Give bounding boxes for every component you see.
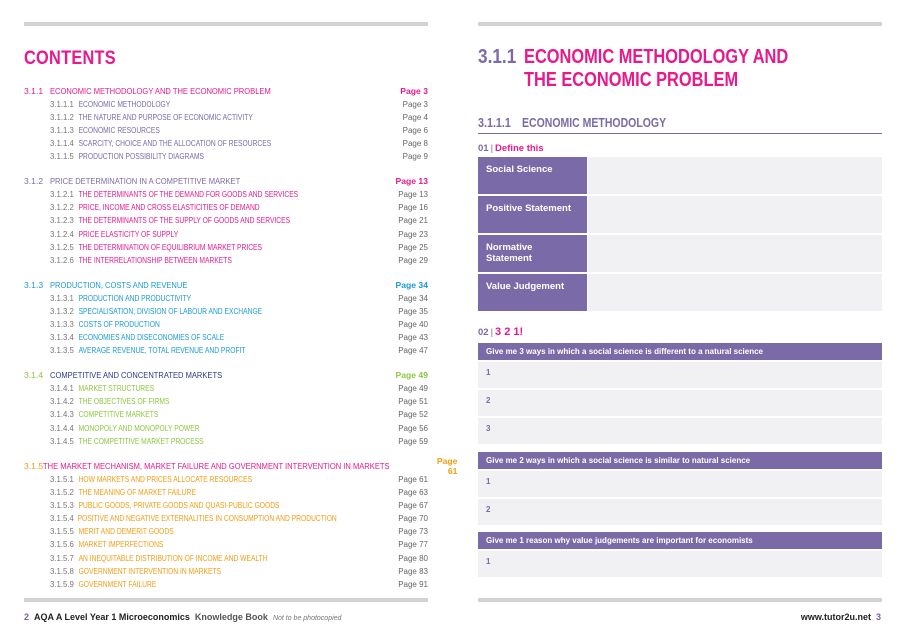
toc-section-page: Page 3 [400, 85, 428, 96]
toc-subsection-page: Page 25 [398, 242, 428, 252]
toc-subsection-row[interactable] [24, 382, 428, 395]
toc-subsection-number: 3.1.5.7 [50, 553, 74, 563]
toc-subsection-row[interactable] [24, 486, 428, 499]
toc-subsection-page: Page 34 [398, 293, 428, 303]
question-block-3 [478, 532, 882, 577]
toc-subsection-title: PRODUCTION POSSIBILITY DIAGRAMS [78, 152, 205, 162]
toc-subsection-page: Page 23 [398, 229, 428, 239]
toc-subsection-title: SPECIALISATION, DIVISION OF LABOUR AND EXCHANGE [78, 306, 263, 316]
toc-subsection-number: 3.1.2.2 [50, 203, 74, 213]
task1-label: 01 | Define this [478, 143, 544, 154]
define-row [478, 235, 882, 272]
toc-section-number: 3.1.5 [24, 460, 44, 471]
toc-subsection-title: COMPETITIVE MARKETS [78, 410, 159, 420]
toc-subsection-row[interactable] [24, 98, 428, 111]
answer-row[interactable]: 1 [478, 362, 882, 388]
answer-row[interactable]: 1 [478, 471, 882, 497]
footer-left [24, 612, 341, 622]
toc-subsection-title: THE DETERMINANTS OF THE DEMAND FOR GOODS AND SERVICES [78, 190, 299, 200]
toc-subsection-page: Page 49 [398, 384, 428, 394]
toc-subsection-number: 3.1.3.2 [50, 306, 74, 316]
toc-subsection-title: GOVERNMENT FAILURE [78, 580, 157, 590]
question-block-1 [478, 343, 882, 444]
toc-subsection-title: ECONOMIC RESOURCES [78, 125, 160, 135]
page-number-left: 2 [24, 612, 30, 622]
toc-subsection-number: 3.1.5.3 [50, 500, 74, 510]
toc-section-row[interactable] [24, 174, 428, 188]
toc-section-page: Page 61 [436, 455, 458, 476]
toc-subsection-title: PRICE ELASTICITY OF SUPPLY [78, 229, 179, 239]
toc-subsection-row[interactable] [24, 124, 428, 137]
toc-section-row[interactable] [24, 455, 458, 476]
toc-section-page: Page 34 [395, 279, 428, 290]
toc-subsection-page: Page 8 [402, 139, 428, 149]
toc-subsection-title: AN INEQUITABLE DISTRIBUTION OF INCOME AND WEALTH [78, 553, 268, 563]
answer-row[interactable]: 3 [478, 418, 882, 444]
define-term: Social Science [478, 157, 587, 194]
toc-section [24, 278, 428, 357]
page-number-right: 3 [875, 612, 881, 622]
toc-subsection-row[interactable] [24, 331, 428, 344]
toc-subsection-row[interactable] [24, 565, 428, 578]
toc-subsection-title: THE DETERMINATION OF EQUILIBRIUM MARKET PRICES [78, 242, 263, 252]
toc-subsection-page: Page 6 [402, 125, 428, 135]
toc-subsection-row[interactable] [24, 512, 428, 525]
toc-subsection-number: 3.1.5.1 [50, 474, 74, 484]
task2-number: 02 [478, 327, 489, 338]
toc-section-page: Page 49 [395, 370, 428, 381]
define-answer-field[interactable] [588, 274, 882, 311]
toc-subsection-row[interactable] [24, 344, 428, 357]
toc-subsection-page: Page 4 [402, 112, 428, 122]
toc-subsection-number: 3.1.5.5 [50, 527, 74, 537]
section-title: ECONOMIC METHODOLOGY [522, 116, 667, 130]
toc-section [24, 369, 428, 448]
toc-subsection-row[interactable] [24, 241, 428, 254]
toc-subsection-number: 3.1.3.5 [50, 346, 74, 356]
chapter-title: ECONOMIC METHODOLOGY AND THE ECONOMIC PROBLEM [524, 46, 789, 91]
toc-subsection-row[interactable] [24, 214, 428, 227]
toc-subsection-row[interactable] [24, 305, 428, 318]
question-header: Give me 2 ways in which a social science is similar to natural science [478, 452, 882, 469]
toc-subsection-page: Page 16 [398, 203, 428, 213]
task2-label: 02 | 3 2 1! [478, 326, 524, 338]
define-table [478, 157, 882, 313]
define-row [478, 274, 882, 311]
toc-subsection-page: Page 52 [398, 410, 428, 420]
toc-subsection-page: Page 35 [398, 306, 428, 316]
toc-subsection-row[interactable] [24, 538, 428, 551]
toc-subsection-title: THE COMPETITIVE MARKET PROCESS [78, 436, 204, 446]
toc-section-number: 3.1.1 [24, 85, 44, 96]
toc-subsection-page: Page 47 [398, 346, 428, 356]
toc-subsection-title: PRICE, INCOME AND CROSS ELASTICITIES OF DEMAND [78, 203, 260, 213]
toc-subsection-number: 3.1.5.2 [50, 487, 74, 497]
toc-subsection-number: 3.1.5.4 [50, 514, 74, 524]
toc-subsection-title: MARKET STRUCTURES [78, 384, 155, 394]
toc-subsection-page: Page 3 [402, 99, 428, 109]
toc-subsection-title: GOVERNMENT INTERVENTION IN MARKETS [78, 566, 222, 576]
toc-subsection-number: 3.1.2.3 [50, 216, 74, 226]
toc-subsection-page: Page 80 [398, 553, 428, 563]
answer-row[interactable]: 1 [478, 551, 882, 577]
define-answer-field[interactable] [588, 196, 882, 233]
toc-section-number: 3.1.4 [24, 370, 44, 381]
toc-subsection-page: Page 56 [398, 423, 428, 433]
toc-subsection-page: Page 21 [398, 216, 428, 226]
toc-subsection-row[interactable] [24, 435, 428, 448]
toc-subsection-number: 3.1.3.3 [50, 320, 74, 330]
toc-subsection-row[interactable] [24, 292, 428, 305]
define-term: Value Judgement [478, 274, 587, 311]
task1-title: Define this [495, 143, 544, 154]
define-answer-field[interactable] [588, 157, 882, 194]
toc-subsection-row[interactable] [24, 111, 428, 124]
toc-subsection-title: THE NATURE AND PURPOSE OF ECONOMIC ACTIVITY [78, 112, 253, 122]
section-number: 3.1.1.1 [478, 116, 511, 130]
toc-section [24, 84, 428, 163]
toc-subsection-number: 3.1.2.4 [50, 229, 74, 239]
toc-section-title: COMPETITIVE AND CONCENTRATED MARKETS [50, 370, 223, 381]
toc-section-row[interactable] [24, 84, 428, 98]
toc-subsection-title: THE OBJECTIVES OF FIRMS [78, 397, 170, 407]
contents-title: CONTENTS [24, 48, 116, 69]
table-of-contents [24, 84, 458, 602]
toc-subsection-page: Page 13 [398, 190, 428, 200]
define-row [478, 157, 882, 194]
define-row [478, 196, 882, 233]
toc-section-title: ECONOMIC METHODOLOGY AND THE ECONOMIC PROBLEM [50, 85, 271, 96]
question-block-2 [478, 452, 882, 525]
toc-section-row[interactable] [24, 369, 428, 383]
toc-subsection-row[interactable] [24, 525, 428, 538]
toc-subsection-page: Page 43 [398, 333, 428, 343]
define-answer-field[interactable] [588, 235, 882, 272]
chapter-number: 3.1.1 [478, 46, 517, 68]
toc-subsection-title: MERIT AND DEMERIT GOODS [78, 527, 174, 537]
toc-subsection-page: Page 61 [398, 474, 428, 484]
toc-subsection-title: ECONOMIES AND DISECONOMIES OF SCALE [78, 333, 225, 343]
toc-subsection-page: Page 67 [398, 500, 428, 510]
toc-subsection-page: Page 63 [398, 487, 428, 497]
toc-section-number: 3.1.2 [24, 176, 44, 187]
toc-section [24, 455, 458, 591]
toc-subsection-title: AVERAGE REVENUE, TOTAL REVENUE AND PROFIT [78, 346, 246, 356]
toc-subsection-number: 3.1.2.5 [50, 242, 74, 252]
toc-subsection-number: 3.1.4.3 [50, 410, 74, 420]
toc-subsection-title: MONOPOLY AND MONOPOLY POWER [78, 423, 200, 433]
toc-subsection-title: THE MEANING OF MARKET FAILURE [78, 487, 196, 497]
define-term: Normative Statement [478, 235, 587, 272]
toc-subsection-number: 3.1.2.6 [50, 255, 74, 265]
toc-subsection-page: Page 29 [398, 255, 428, 265]
toc-subsection-title: HOW MARKETS AND PRICES ALLOCATE RESOURCES [78, 474, 253, 484]
toc-subsection-row[interactable] [24, 318, 428, 331]
toc-subsection-row[interactable] [24, 578, 428, 591]
toc-subsection-title: MARKET IMPERFECTIONS [78, 540, 164, 550]
footer-right [801, 612, 881, 622]
toc-section-title: PRODUCTION, COSTS AND REVENUE [50, 279, 188, 290]
toc-subsection-page: Page 73 [398, 527, 428, 537]
toc-subsection-page: Page 40 [398, 320, 428, 330]
task2-title: 3 2 1! [495, 326, 524, 338]
toc-subsection-number: 3.1.1.3 [50, 125, 74, 135]
toc-subsection-number: 3.1.4.4 [50, 423, 74, 433]
toc-subsection-row[interactable] [24, 395, 428, 408]
toc-subsection-title: THE DETERMINANTS OF THE SUPPLY OF GOODS AND SERVICES [78, 216, 291, 226]
toc-subsection-page: Page 91 [398, 580, 428, 590]
toc-subsection-number: 3.1.1.1 [50, 99, 74, 109]
toc-subsection-title: PUBLIC GOODS, PRIVATE GOODS AND QUASI-PUBLIC GOODS [78, 500, 280, 510]
copyright-note: Not to be photocopied [272, 615, 342, 622]
task1-number: 01 [478, 143, 489, 154]
toc-subsection-row[interactable] [24, 150, 428, 163]
toc-subsection-page: Page 59 [398, 436, 428, 446]
toc-subsection-page: Page 51 [398, 397, 428, 407]
question-header: Give me 1 reason why value judgements are important for economists [478, 532, 882, 549]
toc-section [24, 174, 428, 267]
toc-subsection-row[interactable] [24, 422, 428, 435]
toc-subsection-page: Page 83 [398, 566, 428, 576]
toc-subsection-title: POSITIVE AND NEGATIVE EXTERNALITIES IN CONSUMPTION AND PRODUCTION [77, 514, 337, 524]
toc-subsection-title: PRODUCTION AND PRODUCTIVITY [78, 293, 192, 303]
toc-subsection-page: Page 70 [398, 514, 428, 524]
bottom-rule-right [478, 598, 882, 602]
website-link[interactable]: www.tutor2u.net [800, 612, 871, 622]
toc-subsection-row[interactable] [24, 228, 428, 241]
toc-subsection-title: COSTS OF PRODUCTION [78, 320, 160, 330]
toc-subsection-page: Page 9 [402, 152, 428, 162]
toc-subsection-number: 3.1.5.9 [50, 580, 74, 590]
toc-subsection-row[interactable] [24, 472, 428, 485]
toc-subsection-number: 3.1.3.4 [50, 333, 74, 343]
toc-subsection-row[interactable] [24, 254, 428, 267]
toc-section-row[interactable] [24, 278, 428, 292]
toc-subsection-number: 3.1.5.6 [50, 540, 74, 550]
toc-subsection-number: 3.1.5.8 [50, 566, 74, 576]
toc-subsection-number: 3.1.4.5 [50, 436, 74, 446]
toc-subsection-title: ECONOMIC METHODOLOGY [78, 99, 171, 109]
question-header: Give me 3 ways in which a social science is different to a natural science [478, 343, 882, 360]
toc-section-title: THE MARKET MECHANISM, MARKET FAILURE AND GOVERNMENT INTERVENTION IN MARKETS [43, 460, 390, 471]
toc-subsection-number: 3.1.1.5 [50, 152, 74, 162]
toc-section-title: PRICE DETERMINATION IN A COMPETITIVE MARKET [50, 176, 241, 187]
toc-subsection-row[interactable] [24, 201, 428, 214]
toc-subsection-number: 3.1.2.1 [50, 190, 74, 200]
toc-subsection-row[interactable] [24, 408, 428, 421]
toc-subsection-number: 3.1.1.2 [50, 112, 74, 122]
toc-subsection-title: THE INTERRELATIONSHIP BETWEEN MARKETS [78, 255, 232, 265]
bottom-rule-left [24, 598, 428, 602]
toc-subsection-page: Page 77 [398, 540, 428, 550]
toc-subsection-number: 3.1.3.1 [50, 293, 74, 303]
toc-subsection-row[interactable] [24, 499, 428, 512]
toc-subsection-row[interactable] [24, 188, 428, 201]
section-heading [478, 116, 882, 134]
toc-section-page: Page 13 [395, 176, 428, 187]
top-rule-left [24, 22, 428, 26]
define-term: Positive Statement [478, 196, 587, 233]
chapter-heading [478, 46, 882, 92]
book-title: AQA A Level Year 1 Microeconomics [34, 612, 190, 622]
book-subtitle: Knowledge Book [194, 612, 268, 622]
toc-subsection-number: 3.1.4.2 [50, 397, 74, 407]
toc-subsection-title: SCARCITY, CHOICE AND THE ALLOCATION OF RESOURCES [78, 139, 272, 149]
toc-subsection-number: 3.1.4.1 [50, 384, 74, 394]
answer-row[interactable]: 2 [478, 390, 882, 416]
toc-subsection-number: 3.1.1.4 [50, 139, 74, 149]
answer-row[interactable]: 2 [478, 499, 882, 525]
toc-section-number: 3.1.3 [24, 279, 44, 290]
toc-subsection-row[interactable] [24, 552, 428, 565]
toc-subsection-row[interactable] [24, 137, 428, 150]
top-rule-right [478, 22, 882, 26]
